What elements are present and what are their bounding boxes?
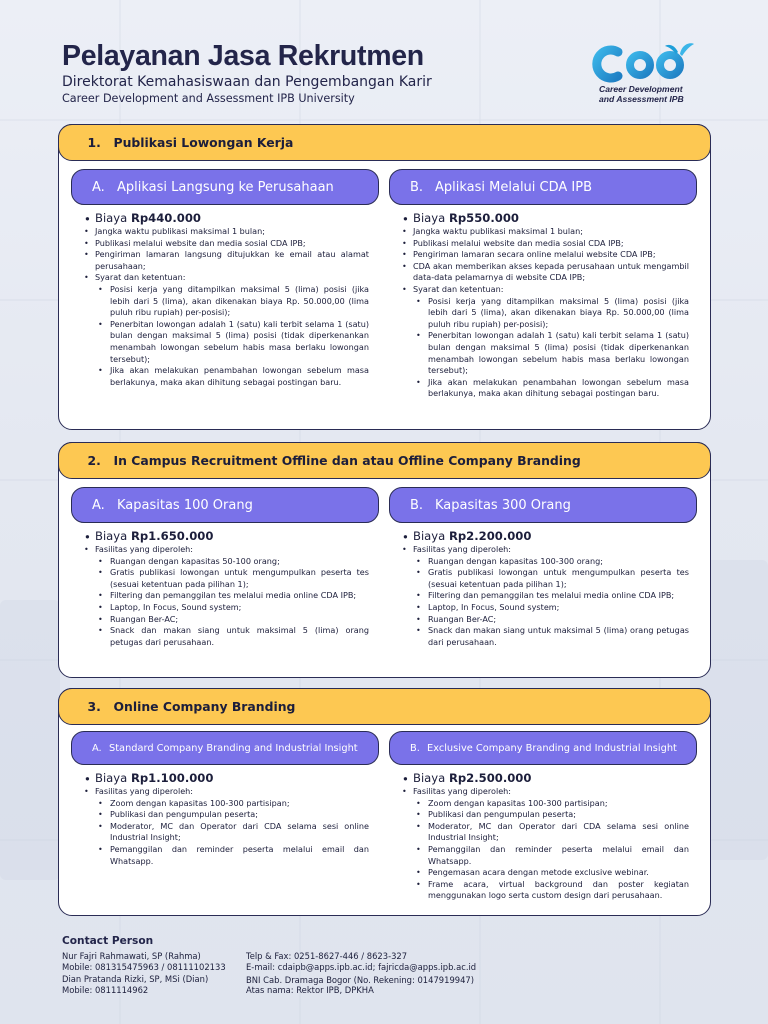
sub-list-item: • Zoom dengan kapasitas 100-300 partisipan; bbox=[401, 798, 689, 810]
list-item: • Fasilitas yang diperoleh: bbox=[83, 544, 369, 556]
contact-phone: Mobile: 0811114962 bbox=[62, 985, 149, 996]
contact-title: Contact Person bbox=[62, 935, 154, 947]
section-publikasi-lowongan bbox=[58, 124, 711, 430]
option-a-details bbox=[83, 529, 369, 648]
option-pill-b bbox=[389, 487, 697, 523]
option-letter: A. bbox=[92, 497, 105, 513]
section-title: Online Company Branding bbox=[113, 698, 296, 714]
sub-list-item: • Filtering dan pemanggilan tes melalui media online CDA IPB; bbox=[401, 590, 689, 602]
price-line: • Biaya Rp2.500.000 bbox=[401, 771, 689, 785]
contact-person bbox=[62, 936, 226, 998]
logo-caption-line2: and Assessment IPB bbox=[599, 93, 684, 104]
option-b-details bbox=[401, 529, 689, 648]
contact-bank: BNI Cab. Dramaga Bogor (No. Rekening: 0147919947) bbox=[246, 974, 475, 985]
page-header bbox=[62, 40, 432, 106]
sub-list-item: • Penerbitan lowongan adalah 1 (satu) kali terbit selama 1 (satu) bulan dengan maksimal 5 (lima) posisi (tidak diperkenankan menambah lowongan sebelum habis masa berlaku lowongan tersebut); bbox=[401, 330, 689, 376]
price-line: • Biaya Rp550.000 bbox=[401, 211, 689, 225]
cda-logo bbox=[588, 38, 708, 104]
sub-list-item: • Gratis publikasi lowongan untuk mengumpulkan peserta tes (sesuai ketentuan pada pilihan 1); bbox=[83, 567, 369, 590]
option-letter: B. bbox=[410, 179, 424, 195]
price-value: Rp2.500.000 bbox=[448, 771, 532, 785]
sub-list-item: • Snack dan makan siang untuk maksimal 5 (lima) orang petugas dari perusahaan. bbox=[83, 625, 369, 648]
sub-list-item: • Jika akan melakukan penambahan lowongan sebelum masa berlakunya, maka akan dihitung sebagai postingan baru. bbox=[83, 365, 369, 388]
list-item: • Fasilitas yang diperoleh: bbox=[83, 786, 369, 798]
sub-list-item: • Ruangan Ber-AC; bbox=[401, 614, 689, 626]
list-item: • Fasilitas yang diperoleh: bbox=[401, 786, 689, 798]
page-subtitle: Direktorat Kemahasiswaan dan Pengembangan Karir bbox=[62, 74, 432, 90]
option-label: Exclusive Company Branding and Industrial Insight bbox=[427, 742, 677, 754]
list-item: • Publikasi melalui website dan media sosial CDA IPB; bbox=[83, 238, 369, 250]
option-letter: B. bbox=[410, 742, 420, 754]
option-pill-a bbox=[71, 731, 379, 765]
list-item: • Pengiriman lamaran langsung ditujukkan ke email atau alamat perusahaan; bbox=[83, 249, 369, 272]
contact-details bbox=[246, 951, 476, 998]
option-a-details bbox=[83, 211, 369, 388]
option-label: Kapasitas 300 Orang bbox=[435, 497, 571, 513]
contact-telp: Telp & Fax: 0251-8627-446 / 8623-327 bbox=[246, 951, 408, 961]
option-pill-b bbox=[389, 731, 697, 765]
price-value: Rp2.200.000 bbox=[448, 529, 532, 543]
section-title: In Campus Recruitment Offline dan atau Offline Company Branding bbox=[113, 452, 581, 468]
price-line: • Biaya Rp1.650.000 bbox=[83, 529, 369, 543]
option-label: Standard Company Branding and Industrial Insight bbox=[109, 742, 358, 754]
sub-list-item: • Posisi kerja yang ditampilkan maksimal 5 (lima) posisi (jika lebih dari 5 (lima), akan dikenakan biaya Rp. 50.000,00 (lima puluh ribu rupiah) per-posisi); bbox=[401, 296, 689, 331]
price-value: Rp1.100.000 bbox=[130, 771, 214, 785]
list-item: • Syarat dan ketentuan: bbox=[83, 272, 369, 284]
section-in-campus-recruitment bbox=[58, 442, 711, 678]
sub-list-item: • Penerbitan lowongan adalah 1 (satu) kali terbit selama 1 (satu) bulan dengan maksimal 5 (lima) posisi (tidak diperkenankan menambah lowongan sebelum habis masa berlaku lowongan tersebut); bbox=[83, 319, 369, 365]
sub-list-item: • Jika akan melakukan penambahan lowongan sebelum masa berlakunya, maka akan dihitung sebagai postingan baru. bbox=[401, 377, 689, 400]
sub-list-item: • Publikasi dan pengumpulan peserta; bbox=[401, 809, 689, 821]
sub-list-item: • Pemanggilan dan reminder peserta melalui email dan Whatsapp. bbox=[83, 844, 369, 867]
option-b-details bbox=[401, 771, 689, 902]
price-value: Rp440.000 bbox=[130, 211, 201, 225]
sub-list-item: • Moderator, MC dan Operator dari CDA selama sesi online Industrial Insight; bbox=[401, 821, 689, 844]
section-number: 1. bbox=[87, 134, 101, 150]
contact-person-2 bbox=[62, 974, 226, 996]
option-label: Aplikasi Melalui CDA IPB bbox=[435, 179, 593, 195]
sub-list-item: • Laptop, In Focus, Sound system; bbox=[83, 602, 369, 614]
sub-list-item: • Ruangan Ber-AC; bbox=[83, 614, 369, 626]
list-item: • Pengiriman lamaran secara online melalui website CDA IPB; bbox=[401, 249, 689, 261]
list-item: • CDA akan memberikan akses kepada perusahaan untuk mengambil data-data pelamarnya di website CDA IPB; bbox=[401, 261, 689, 284]
sub-list-item: • Laptop, In Focus, Sound system; bbox=[401, 602, 689, 614]
option-a-details bbox=[83, 771, 369, 867]
sub-list-item: • Snack dan makan siang untuk maksimal 5 (lima) orang petugas dari perusahaan. bbox=[401, 625, 689, 648]
option-letter: A. bbox=[92, 179, 105, 195]
section-online-company-branding bbox=[58, 688, 711, 916]
sub-list-item: • Moderator, MC dan Operator dari CDA selama sesi online Industrial Insight; bbox=[83, 821, 369, 844]
option-letter: A. bbox=[92, 742, 102, 754]
section-header bbox=[58, 442, 711, 479]
contact-name: Dian Pratanda Rizki, SP, MSi (Dian) bbox=[62, 974, 209, 985]
sub-list-item: • Zoom dengan kapasitas 100-300 partisipan; bbox=[83, 798, 369, 810]
section-title: Publikasi Lowongan Kerja bbox=[113, 134, 294, 150]
list-item: • Jangka waktu publikasi maksimal 1 bulan; bbox=[401, 226, 689, 238]
sub-list-item: • Filtering dan pemanggilan tes melalui media online CDA IPB; bbox=[83, 590, 369, 602]
option-b-details bbox=[401, 211, 689, 400]
sub-list-item: • Publikasi dan pengumpulan peserta; bbox=[83, 809, 369, 821]
list-item: • Syarat dan ketentuan: bbox=[401, 284, 689, 296]
option-pill-b bbox=[389, 169, 697, 205]
contact-email: E-mail: cdaipb@apps.ipb.ac.id; fajricda@apps.ipb.ac.id bbox=[246, 961, 477, 972]
list-item: • Jangka waktu publikasi maksimal 1 bulan; bbox=[83, 226, 369, 238]
section-header bbox=[58, 688, 711, 725]
sub-list-item: • Pengemasan acara dengan metode exclusive webinar. bbox=[401, 867, 689, 879]
list-item: • Fasilitas yang diperoleh: bbox=[401, 544, 689, 556]
contact-name: Nur Fajri Rahmawati, SP (Rahma) bbox=[62, 950, 201, 961]
logo-caption-line1: Career Development bbox=[599, 84, 683, 94]
section-header bbox=[58, 124, 711, 161]
contact-phone: Mobile: 081315475963 / 08111102133 bbox=[62, 961, 226, 972]
section-number: 2. bbox=[87, 452, 101, 468]
price-value: Rp1.650.000 bbox=[130, 529, 214, 543]
option-pill-a bbox=[71, 487, 379, 523]
sub-list-item: • Pemanggilan dan reminder peserta melalui email dan Whatsapp. bbox=[401, 844, 689, 867]
list-item: • Publikasi melalui website dan media sosial CDA IPB; bbox=[401, 238, 689, 250]
cda-logo-icon bbox=[588, 38, 698, 84]
price-line: • Biaya Rp440.000 bbox=[83, 211, 369, 225]
contact-account-name: Atas nama: Rektor IPB, DPKHA bbox=[246, 985, 374, 996]
option-label: Kapasitas 100 Orang bbox=[117, 497, 253, 513]
sub-list-item: • Frame acara, virtual background dan poster kegiatan menggunakan logo serta custom design dari perusahaan. bbox=[401, 879, 689, 902]
option-label: Aplikasi Langsung ke Perusahaan bbox=[117, 179, 334, 195]
sub-list-item: • Ruangan dengan kapasitas 50-100 orang; bbox=[83, 556, 369, 568]
contact-person-1 bbox=[62, 951, 226, 973]
organization-name: Career Development and Assessment IPB University bbox=[62, 92, 355, 105]
sub-list-item: • Posisi kerja yang ditampilkan maksimal 5 (lima) posisi (jika lebih dari 5 (lima), akan dikenakan biaya Rp. 50.000,00 (lima puluh ribu rupiah) per-posisi); bbox=[83, 284, 369, 319]
option-letter: B. bbox=[410, 497, 424, 513]
sub-list-item: • Ruangan dengan kapasitas 100-300 orang; bbox=[401, 556, 689, 568]
price-line: • Biaya Rp2.200.000 bbox=[401, 529, 689, 543]
section-number: 3. bbox=[87, 698, 101, 714]
sub-list-item: • Gratis publikasi lowongan untuk mengumpulkan peserta tes (sesuai ketentuan pada pilihan 1); bbox=[401, 567, 689, 590]
page-title: Pelayanan Jasa Rekrutmen bbox=[62, 40, 424, 72]
option-pill-a bbox=[71, 169, 379, 205]
price-line: • Biaya Rp1.100.000 bbox=[83, 771, 369, 785]
price-value: Rp550.000 bbox=[448, 211, 519, 225]
